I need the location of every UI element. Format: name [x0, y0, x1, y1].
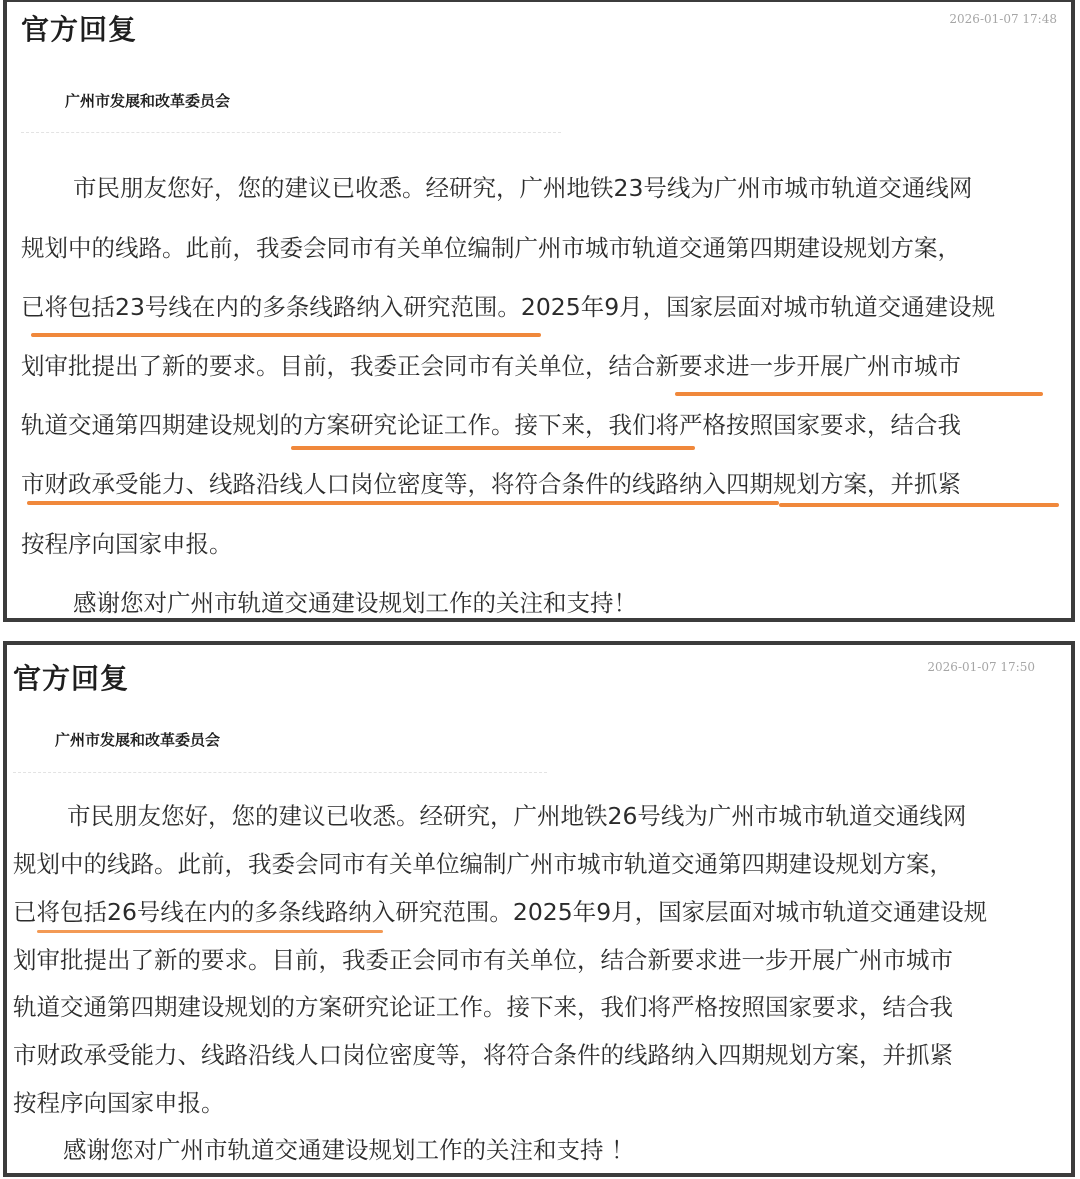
body-line: 市财政承受能力、线路沿线人口岗位密度等，将符合条件的线路纳入四期规划方案，并抓紧: [21, 470, 961, 498]
body-line: 市民朋友您好，您的建议已收悉。经研究，广州地铁23号线为广州市城市轨道交通线网: [73, 174, 973, 202]
closing-line: 感谢您对广州市轨道交通建设规划工作的关注和支持！: [73, 589, 637, 617]
body-line: 轨道交通第四期建设规划的方案研究论证工作。接下来，我们将严格按照国家要求，结合我: [21, 411, 961, 439]
body-line: 划审批提出了新的要求。目前，我委正会同市有关单位，结合新要求进一步开展广州市城市: [21, 352, 961, 380]
body-line: 按程序向国家申报。: [21, 530, 233, 558]
divider: [13, 772, 547, 773]
body-line: 规划中的线路。此前，我委会同市有关单位编制广州市城市轨道交通第四期建设规划方案，: [21, 234, 961, 262]
closing-line: 感谢您对广州市轨道交通建设规划工作的关注和支持 ！: [63, 1136, 635, 1164]
highlight-underline: [27, 501, 779, 505]
highlight-underline: [291, 446, 695, 450]
body-line: 市民朋友您好，您的建议已收悉。经研究，广州地铁26号线为广州市城市轨道交通线网: [67, 802, 967, 830]
reply-timestamp: 2026-01-07 17:48: [949, 12, 1057, 26]
highlight-underline: [675, 392, 1043, 396]
body-line: 已将包括23号线在内的多条线路纳入研究范围。2025年9月，国家层面对城市轨道交通建设规: [21, 293, 996, 321]
reply-title: 官方回复: [21, 13, 138, 46]
body-line: 划审批提出了新的要求。目前，我委正会同市有关单位，结合新要求进一步开展广州市城市: [13, 946, 953, 974]
department-name: 广州市发展和改革委员会: [65, 92, 231, 110]
reply-timestamp: 2026-01-07 17:50: [927, 660, 1035, 674]
reply-title: 官方回复: [13, 662, 130, 695]
highlight-underline: [779, 503, 1059, 507]
highlight-underline: [31, 333, 541, 337]
body-line: 已将包括26号线在内的多条线路纳入研究范围。2025年9月，国家层面对城市轨道交通建设规: [13, 898, 988, 926]
official-reply-card: [3, 641, 1075, 1177]
body-line: 市财政承受能力、线路沿线人口岗位密度等，将符合条件的线路纳入四期规划方案，并抓紧: [13, 1041, 953, 1069]
body-line: 规划中的线路。此前，我委会同市有关单位编制广州市城市轨道交通第四期建设规划方案，: [13, 850, 953, 878]
divider: [21, 132, 561, 133]
highlight-underline: [37, 930, 383, 933]
department-name: 广州市发展和改革委员会: [55, 731, 221, 749]
official-reply-card: [3, 0, 1075, 622]
body-line: 轨道交通第四期建设规划的方案研究论证工作。接下来，我们将严格按照国家要求，结合我: [13, 993, 953, 1021]
body-line: 按程序向国家申报。: [13, 1089, 225, 1117]
